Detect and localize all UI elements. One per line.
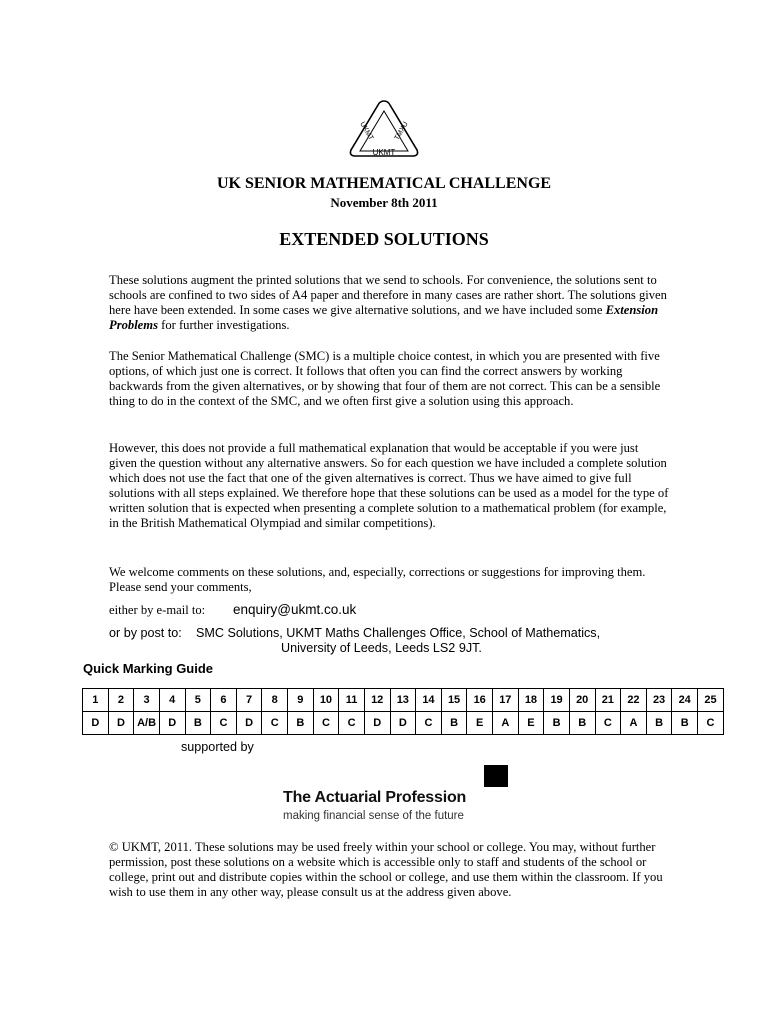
question-number-cell: 8 xyxy=(262,689,288,712)
question-number-cell: 13 xyxy=(390,689,416,712)
answer-cell: C xyxy=(211,712,237,735)
answer-cell: C xyxy=(595,712,621,735)
marking-guide-table xyxy=(82,688,724,735)
actuarial-logo-square xyxy=(484,765,508,787)
answer-cell: B xyxy=(569,712,595,735)
sponsor-tagline: making financial sense of the future xyxy=(283,810,464,822)
comments-paragraph: We welcome comments on these solutions, and, especially, corrections or suggestions for improving them. Please send your comments, xyxy=(109,565,646,595)
answer-cell: A/B xyxy=(134,712,160,735)
logo-text-bottom: UKMT xyxy=(372,148,396,157)
question-number-cell: 3 xyxy=(134,689,160,712)
email-contact-line xyxy=(109,602,356,618)
answer-cell: C xyxy=(262,712,288,735)
answer-cell: C xyxy=(313,712,339,735)
answer-cell: A xyxy=(493,712,519,735)
answer-cell: D xyxy=(108,712,134,735)
question-number-cell: 24 xyxy=(672,689,698,712)
answer-cell: B xyxy=(288,712,314,735)
page-subtitle: EXTENDED SOLUTIONS xyxy=(279,229,489,249)
intro-text-end: for further investigations. xyxy=(157,318,290,333)
question-number-cell: 12 xyxy=(364,689,390,712)
question-number-cell: 16 xyxy=(467,689,493,712)
smc-paragraph: The Senior Mathematical Challenge (SMC) is a multiple choice contest, in which you are presented with five options, of which just one is correct. It follows that often you can find the correct answers by working backwards from the given alternatives, or by showing that four of them are not correct. This can be a sensible thing to do in the context of the SMC, and we often first give a solution using this approach. xyxy=(109,349,661,409)
full-solution-paragraph: However, this does not provide a full mathematical explanation that would be acceptable if you were just given the question without any alternative answers. So for each question we have included a complete solution which does not use the fact that one of the given alternatives is correct. Thus we have aimed to give full solutions with all steps explained. We therefore hope that these solutions can be used as a model for the type of written solution that is expected when presenting a complete solution to a mathematical problem (for example, in the British Mathematical Olympiad and similar competitions). xyxy=(109,441,669,531)
answer-cell: D xyxy=(364,712,390,735)
answer-cell: C xyxy=(416,712,442,735)
answer-cell: C xyxy=(339,712,365,735)
answer-cell: B xyxy=(441,712,467,735)
question-number-cell: 9 xyxy=(288,689,314,712)
answer-cell: E xyxy=(467,712,493,735)
answer-cell: D xyxy=(159,712,185,735)
question-number-cell: 17 xyxy=(493,689,519,712)
post-contact-line xyxy=(109,626,600,640)
post-label: or by post to: xyxy=(109,626,182,640)
page-title: UK SENIOR MATHEMATICAL CHALLENGE xyxy=(216,175,552,192)
page-date: November 8th 2011 xyxy=(330,195,438,210)
question-number-cell: 15 xyxy=(441,689,467,712)
question-number-cell: 4 xyxy=(159,689,185,712)
marking-guide-title: Quick Marking Guide xyxy=(83,661,214,676)
copyright-paragraph: © UKMT, 2011. These solutions may be used freely within your school or college. You may, without further permission, post these solutions on a website which is accessible only to staff and students of the school or college, print out and distribute copies within the school or college, and use them within the classroom. If you wish to use them in any other way, please consult us at the address given above. xyxy=(109,840,663,900)
intro-paragraph xyxy=(109,273,669,333)
question-number-cell: 18 xyxy=(518,689,544,712)
answer-cell: D xyxy=(390,712,416,735)
question-number-cell: 2 xyxy=(108,689,134,712)
answer-cell: B xyxy=(646,712,672,735)
question-number-cell: 22 xyxy=(621,689,647,712)
supported-by-label: supported by xyxy=(181,740,254,754)
email-label: either by e-mail to: xyxy=(109,603,206,617)
answer-cell: B xyxy=(672,712,698,735)
logo-text-left: UKMT xyxy=(358,120,375,142)
sponsor-name: The Actuarial Profession xyxy=(283,789,467,806)
answer-cell: D xyxy=(236,712,262,735)
intro-text-start: These solutions augment the printed solutions that we send to schools. For convenience, the solutions sent to schools are confined to two sides of A4 paper and therefore in many cases are rather short. The solutions given here have been extended. In some cases we give alternative solutions, and we have included some xyxy=(109,273,667,318)
question-number-cell: 7 xyxy=(236,689,262,712)
question-number-cell: 1 xyxy=(83,689,109,712)
email-link[interactable]: enquiry@ukmt.co.uk xyxy=(233,602,357,617)
answer-cell: C xyxy=(698,712,724,735)
answer-cell: B xyxy=(185,712,211,735)
answer-cell: E xyxy=(518,712,544,735)
answer-cell: A xyxy=(621,712,647,735)
question-number-cell: 5 xyxy=(185,689,211,712)
post-address-line1: SMC Solutions, UKMT Maths Challenges Office, School of Mathematics, xyxy=(196,626,601,640)
post-address-line2: University of Leeds, Leeds LS2 9JT. xyxy=(281,641,482,655)
answer-cell: D xyxy=(83,712,109,735)
question-number-row xyxy=(83,689,724,712)
answer-cell: B xyxy=(544,712,570,735)
extension-problems-emphasis: Extension Problems xyxy=(109,303,659,333)
question-number-cell: 21 xyxy=(595,689,621,712)
question-number-cell: 19 xyxy=(544,689,570,712)
question-number-cell: 23 xyxy=(646,689,672,712)
question-number-cell: 25 xyxy=(698,689,724,712)
logo-text-right: UKMT xyxy=(393,120,410,142)
answer-row xyxy=(83,712,724,735)
question-number-cell: 20 xyxy=(569,689,595,712)
question-number-cell: 6 xyxy=(211,689,237,712)
question-number-cell: 10 xyxy=(313,689,339,712)
ukmt-logo xyxy=(346,98,422,162)
question-number-cell: 14 xyxy=(416,689,442,712)
question-number-cell: 11 xyxy=(339,689,365,712)
